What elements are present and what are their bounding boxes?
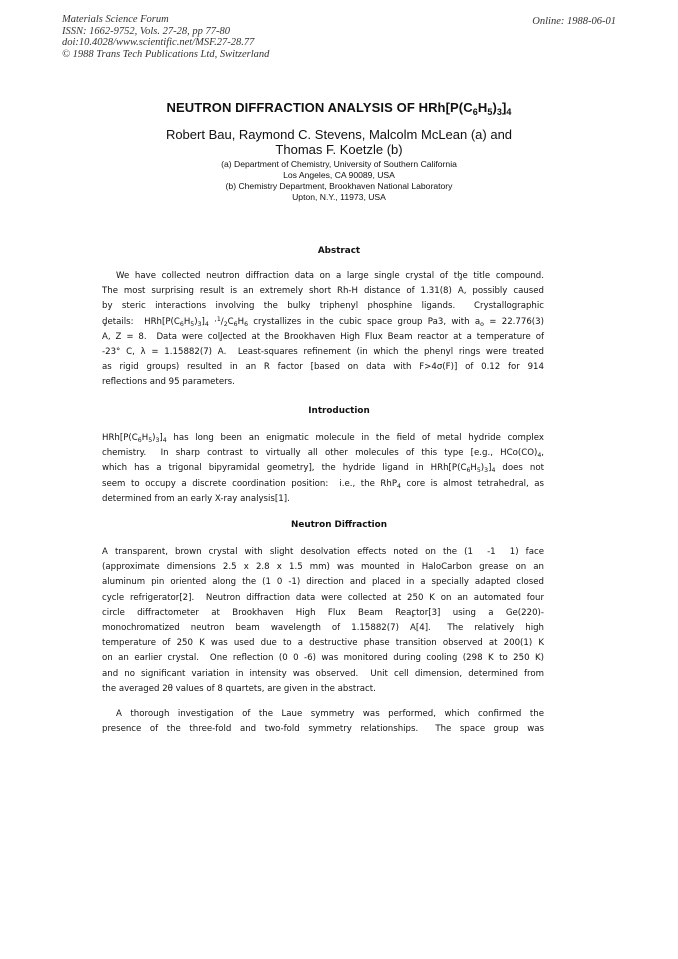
abstract-heading: Abstract [317,246,361,256]
doi-line: doi:10.4028/www.scientific.net/MSF.27-28.77 [62,37,255,48]
laue-symmetry-paragraph: A thorough investigation of the Laue symmetry was performed, which confirmed the presence of the three-fold and two-fold symmetry relationships. The space group was [102,709,544,735]
journal-header [62,14,269,60]
affiliation-line: Upton, N.Y., 11973, USA [292,192,386,202]
neutron-diffraction-heading: Neutron Diffraction [291,520,387,530]
affiliations [0,159,678,203]
paper-title: NEUTRON DIFFRACTION ANALYSIS OF $HRh[P(C_6H_5)_3]_4$ [166,100,512,117]
journal-name: Materials Science Forum [62,14,169,25]
neutron-diffraction-paragraph: A transparent, brown crystal with slight desolvation effects noted on the (1 -1 1) face (approximate dimensions 2.5 x 2.8 x 1.5 mm) was mounted in HaloCarbon grease on an aluminum pin oriented along the (1 0 -1) direction and placed in a specially adapted closed cycle refrigerator[2]. Neutron diffraction data were collected at 250 K on an automated four circle diffractometer at Brookhaven High Flux Beam Reactor[3] using a Ge(220)- monochromatized neutron beam wavelength of 1.15882(7) ° A[4]. The relatively high temperature of 250 K was used due to a destructive phase transition observed at 200(1) K on an earlier crystal. One reflection (0 0 -6) was monitored during cooling (298 K to 250 K) and no significant variation in intensity was observed. Unit cell dimension, determined from the averaged 2θ values of 8 quartets, are given in the abstract. [102,545,544,697]
abstract-paragraph: We have collected neutron diffraction data on a large single crystal of the title compound. The most surprising result is an extremely short Rh-H distance of 1.31(8) ° A, possibly caused by steric interactions involving the bulky triphenyl phosphine ligands. Crystallographic details: $HRh[P(C_6H_5)_3]_4 \cdot^1/_2C_6H_6$ crystallizes in the cubic space group Pa3, with $a_o = 22.776(3)$ ° A, Z = 8. Data were collected at the Brookhaven High Flux Beam reactor at a temperature of -23° C, λ = 1.15882(7) ° A. Least-squares refinement (in which the phenyl rings were treated as rigid groups) resulted in an R factor [based on data with F>4σ(F)] of 0.12 for 914 reflections and 95 parameters. [102,269,544,391]
author-line-1: Robert Bau, Raymond C. Stevens, Malcolm McLean (a) and [165,127,513,142]
affiliation-line: (b) Chemistry Department, Brookhaven National Laboratory [225,181,453,191]
author-list [0,127,678,157]
author-line-2: Thomas F. Koetzle (b) [275,142,403,157]
introduction-heading: Introduction [308,406,370,416]
affiliation-line: (a) Department of Chemistry, University of Southern California [221,159,457,169]
introduction-paragraph: $HRh[P(C_6H_5)_3]_4$ has long been an enigmatic molecule in the field of metal hydride complex chemistry. In sharp contrast to virtually all other molecules of this type [e.g., $HCo(CO)_4$, which has a trigonal bipyramidal geometry], the hydride ligand in $HRh[P(C_6H_5)_3]_4$ does not seem to occupy a discrete coordination position: i.e., the RhP$_4$ core is almost tetrahedral, as determined from an early X-ray analysis[1]. [102,433,545,504]
issn-line: ISSN: 1662-9752, Vols. 27-28, pp 77-80 [62,25,230,37]
copyright-line: © 1988 Trans Tech Publications Ltd, Switzerland [62,48,270,60]
affiliation-line: Los Angeles, CA 90089, USA [283,170,395,180]
online-date: Online: 1988-06-01 [532,16,616,27]
